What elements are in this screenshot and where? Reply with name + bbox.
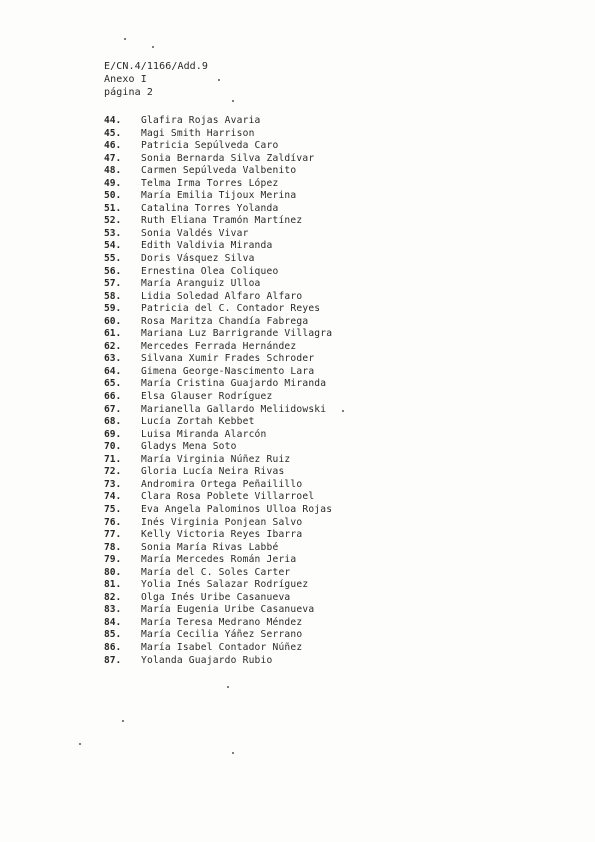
entry-number: 77. (104, 529, 122, 541)
entry-number: 87. (104, 654, 122, 666)
list-item (104, 215, 332, 228)
list-item (104, 115, 332, 128)
list-item (104, 341, 332, 354)
scan-speck (124, 38, 126, 40)
list-item (104, 517, 332, 530)
list-item (104, 479, 332, 492)
scan-speck (122, 720, 124, 722)
scan-speck (79, 743, 81, 745)
list-item (104, 529, 332, 542)
entry-number: 57. (104, 278, 122, 290)
entry-number: 72. (104, 466, 122, 478)
entry-name: Mariana Luz Barrigrande Villagra (141, 328, 333, 340)
entry-name: Glafira Rojas Avaria (141, 115, 261, 126)
list-item (104, 454, 332, 467)
entry-name: Patricia del C. Contador Reyes (141, 303, 321, 315)
list-item (104, 128, 332, 141)
entry-name: Eva Angela Palominos Ulloa Rojas (141, 503, 333, 515)
entry-number: 64. (104, 365, 122, 377)
list-item (104, 567, 332, 580)
entry-number: 61. (104, 328, 122, 340)
entry-name: Telma Irma Torres López (141, 177, 279, 189)
list-item (104, 366, 332, 379)
list-item (104, 391, 332, 404)
entry-name: Sonia María Rivas Labbé (141, 541, 279, 553)
annex-label: Anexo I (104, 74, 147, 85)
entry-number: 79. (104, 554, 122, 566)
entry-number: 45. (104, 127, 122, 139)
entry-number: 75. (104, 503, 122, 515)
entry-number: 56. (104, 265, 122, 277)
entry-number: 73. (104, 478, 122, 490)
entry-number: 63. (104, 353, 122, 365)
entry-number: 55. (104, 253, 122, 265)
page-label: página 2 (104, 87, 153, 98)
entry-name: Sonia Bernarda Silva Zaldívar (141, 152, 315, 164)
entry-number: 76. (104, 516, 122, 528)
entry-number: 85. (104, 629, 122, 641)
entry-name: Magi Smith Harrison (141, 127, 255, 139)
scan-speck (227, 686, 229, 688)
entry-number: 58. (104, 290, 122, 302)
list-item (104, 416, 332, 429)
entry-number: 69. (104, 428, 122, 440)
list-item (104, 617, 332, 630)
list-item (104, 378, 332, 391)
names-list (104, 115, 332, 667)
list-item (104, 642, 332, 655)
list-item (104, 466, 332, 479)
entry-name: Lucía Zortah Kebbet (141, 416, 255, 428)
entry-number: 78. (104, 541, 122, 553)
entry-name: Catalina Torres Yolanda (141, 202, 279, 214)
entry-name: Yolanda Guajardo Rubio (141, 654, 273, 666)
list-item (104, 328, 332, 341)
scan-speck (232, 100, 234, 102)
document-symbol: E/CN.4/1166/Add.9 (104, 61, 209, 72)
list-item (104, 491, 332, 504)
list-item (104, 228, 332, 241)
entry-name: Clara Rosa Poblete Villarroel (141, 491, 315, 503)
scan-speck (232, 752, 234, 754)
entry-name: Gladys Mena Soto (141, 441, 237, 453)
entry-name: Mercedes Ferrada Hernández (141, 340, 297, 352)
list-item (104, 429, 332, 442)
entry-number: 60. (104, 315, 122, 327)
entry-name: Yolia Inés Salazar Rodríguez (141, 579, 309, 591)
list-item (104, 404, 332, 417)
list-item (104, 504, 332, 517)
entry-number: 74. (104, 491, 122, 503)
entry-name: María Aranguiz Ulloa (141, 278, 261, 290)
entry-number: 46. (104, 140, 122, 152)
entry-name: Elsa Glauser Rodríguez (141, 391, 273, 403)
entry-name: María Emilia Tijoux Merina (141, 190, 297, 202)
document-header (104, 60, 208, 99)
entry-number: 84. (104, 616, 122, 628)
list-item (104, 441, 332, 454)
entry-number: 62. (104, 340, 122, 352)
entry-name: Silvana Xumir Frades Schroder (141, 353, 315, 365)
entry-name: Lidia Soledad Alfaro Alfaro (141, 290, 303, 302)
entry-number: 68. (104, 416, 122, 428)
entry-name: María del C. Soles Carter (141, 566, 291, 578)
entry-name: María Teresa Medrano Méndez (141, 616, 303, 628)
entry-number: 49. (104, 177, 122, 189)
entry-name: Inés Virginia Ponjean Salvo (141, 516, 303, 528)
entry-number: 83. (104, 604, 122, 616)
entry-number: 50. (104, 190, 122, 202)
list-item (104, 592, 332, 605)
entry-number: 51. (104, 202, 122, 214)
list-item (104, 278, 332, 291)
entry-name: Gimena George-Nascimento Lara (141, 365, 315, 377)
entry-number: 80. (104, 566, 122, 578)
entry-name: Marianella Gallardo Meliidowski (141, 403, 327, 415)
list-item (104, 579, 332, 592)
entry-name: Carmen Sepúlveda Valbenito (141, 165, 297, 177)
entry-name: Rosa Maritza Chandía Fabrega (141, 315, 309, 327)
list-item (104, 316, 332, 329)
list-item (104, 291, 332, 304)
entry-number: 86. (104, 641, 122, 653)
list-item (104, 554, 332, 567)
list-item (104, 266, 332, 279)
entry-number: 70. (104, 441, 122, 453)
entry-name: María Mercedes Román Jeria (141, 554, 297, 566)
entry-number: 53. (104, 227, 122, 239)
entry-name: Kelly Victoria Reyes Ibarra (141, 529, 303, 541)
entry-name: María Isabel Contador Núñez (141, 641, 303, 653)
scan-speck (218, 79, 220, 81)
entry-number: 66. (104, 391, 122, 403)
entry-name: Olga Inés Uribe Casanueva (141, 591, 291, 603)
entry-number: 44. (104, 115, 122, 126)
entry-name: María Cristina Guajardo Miranda (141, 378, 327, 390)
list-item (104, 240, 332, 253)
entry-name: Sonia Valdés Vivar (141, 227, 249, 239)
list-item (104, 190, 332, 203)
entry-number: 82. (104, 591, 122, 603)
list-item (104, 165, 332, 178)
entry-name: Edith Valdivia Miranda (141, 240, 273, 252)
list-item (104, 629, 332, 642)
entry-name: Ruth Eliana Tramón Martínez (141, 215, 303, 227)
list-item (104, 353, 332, 366)
entry-name: Luisa Miranda Alarcón (141, 428, 267, 440)
entry-name: Patricia Sepúlveda Caro (141, 140, 279, 152)
scan-speck (342, 410, 344, 412)
entry-number: 47. (104, 152, 122, 164)
entry-number: 59. (104, 303, 122, 315)
entry-number: 81. (104, 579, 122, 591)
entry-name: María Cecilia Yáñez Serrano (141, 629, 303, 641)
scan-speck (152, 46, 154, 48)
list-item (104, 178, 332, 191)
list-item (104, 203, 332, 216)
list-item (104, 153, 332, 166)
list-item (104, 140, 332, 153)
entry-number: 67. (104, 403, 122, 415)
entry-number: 65. (104, 378, 122, 390)
entry-number: 52. (104, 215, 122, 227)
list-item (104, 303, 332, 316)
entry-name: María Eugenia Uribe Casanueva (141, 604, 315, 616)
entry-number: 71. (104, 453, 122, 465)
entry-name: María Virginia Núñez Ruiz (141, 453, 291, 465)
entry-name: Andromira Ortega Peñailillo (141, 478, 303, 490)
entry-name: Gloria Lucía Neira Rivas (141, 466, 285, 478)
entry-name: Ernestina Olea Coliqueo (141, 265, 279, 277)
list-item (104, 542, 332, 555)
entry-number: 48. (104, 165, 122, 177)
entry-name: Doris Vásquez Silva (141, 253, 255, 265)
list-item (104, 655, 332, 668)
list-item (104, 253, 332, 266)
list-item (104, 604, 332, 617)
entry-number: 54. (104, 240, 122, 252)
